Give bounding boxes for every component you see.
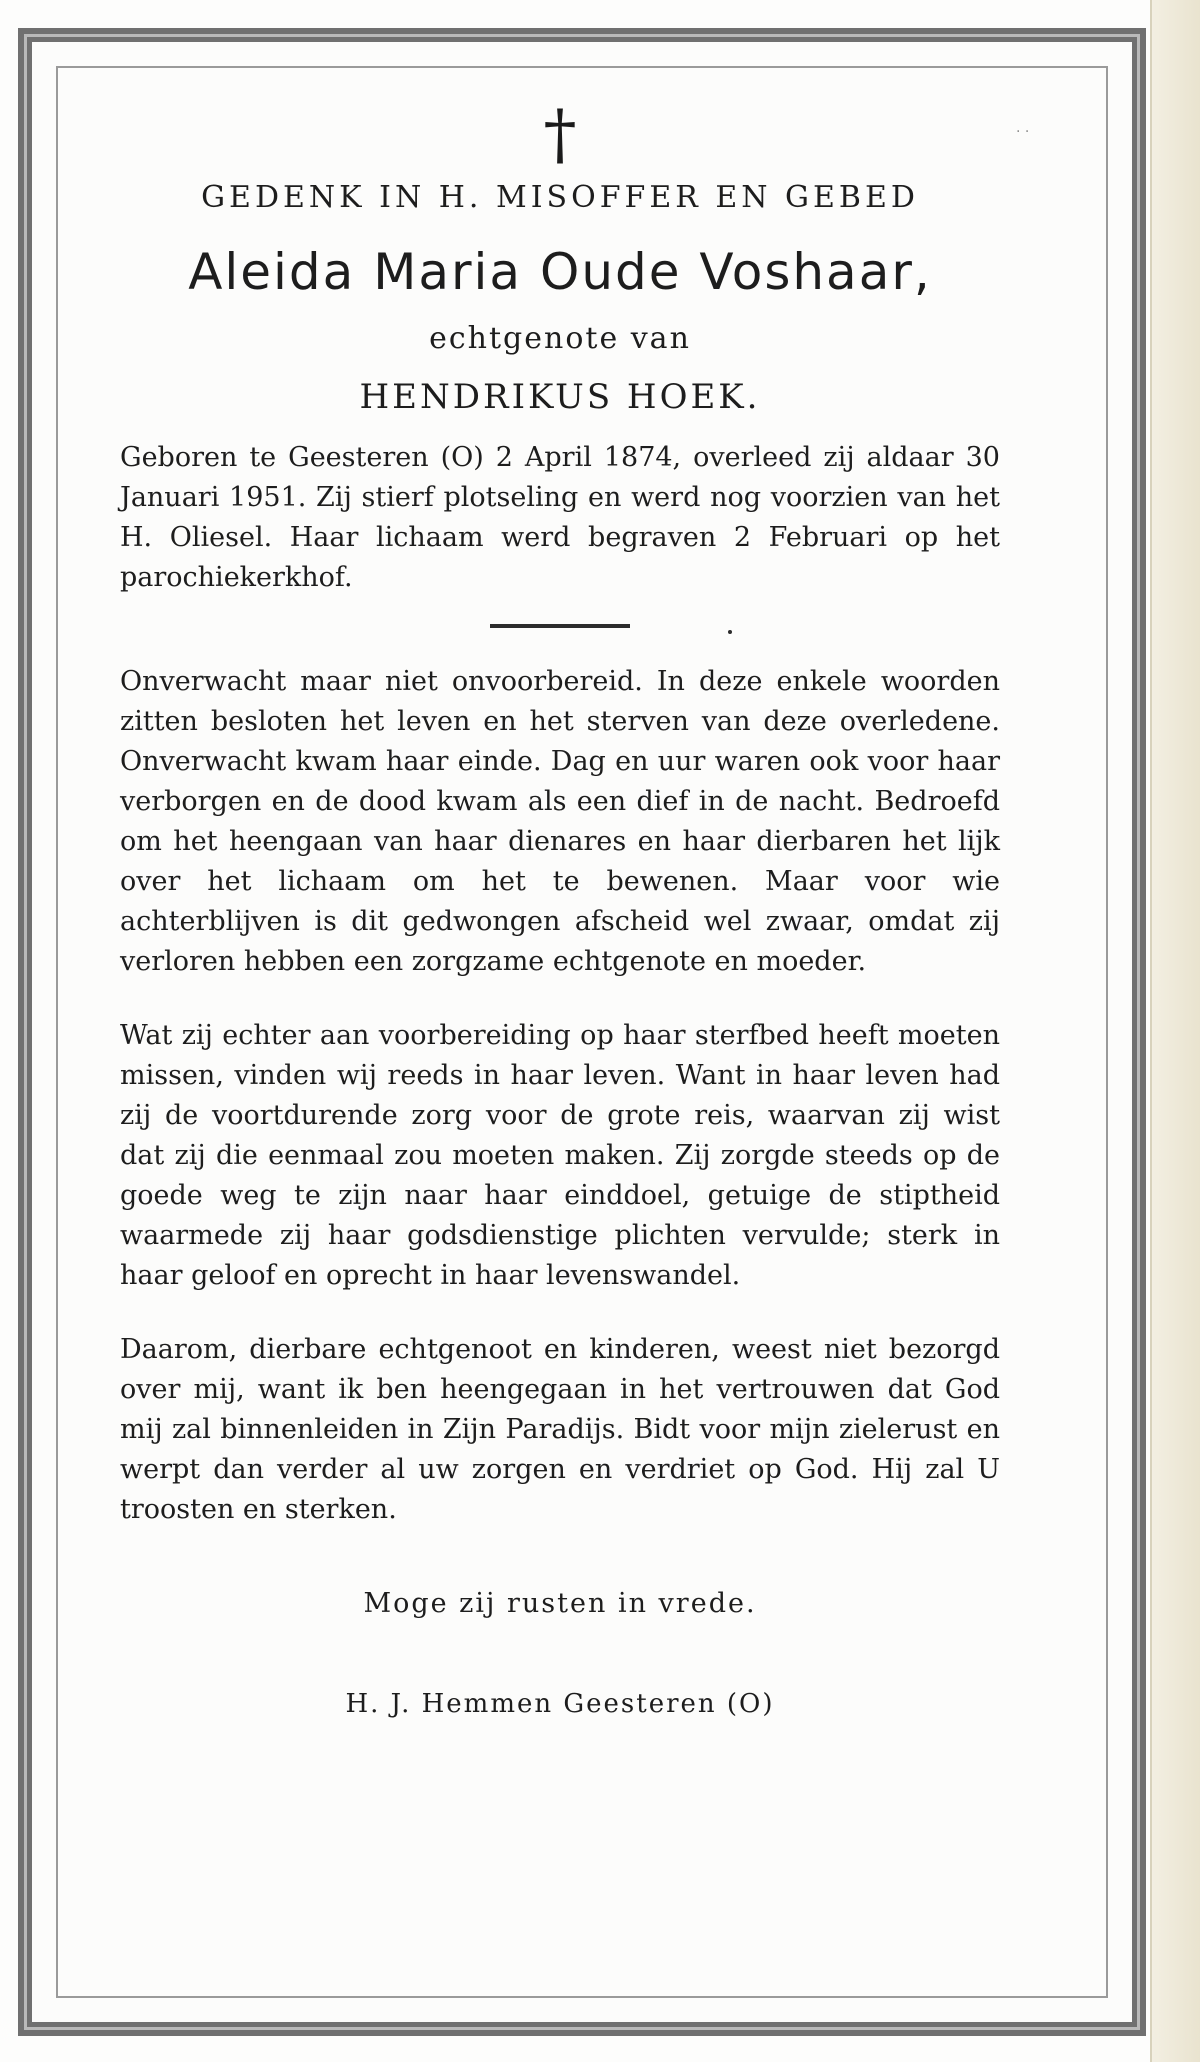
speck-marks: · · bbox=[1016, 124, 1030, 140]
spouse-name: HENDRIKUS HOEK. bbox=[359, 377, 761, 417]
body-paragraph: Wat zij echter aan voorbereiding op haar sterfbed heeft moeten missen, vinden wij reeds in haar leven. Want in haar leven had zij de voortdurende zorg voor de grote reis, waarvan zij wist dat zij die eenmaal zou moeten maken. Zij zorgde steeds op de goede weg te zijn naar haar einddoel, getuige de stiptheid waarmede zij haar godsdienstige plichten vervulde; sterk in haar geloof en oprecht in haar levenswandel. bbox=[120, 1020, 1000, 1291]
deceased-name: Aleida Maria Oude Voshaar, bbox=[188, 243, 932, 301]
paper-edge bbox=[1150, 0, 1200, 2062]
body-paragraph: Onverwacht maar niet onvoorbereid. In deze enkele woorden zitten besloten het leven en het sterven van deze overledene. Onverwacht kwam haar einde. Dag en uur waren ook voor haar verborgen en de dood kwam als een dief in de nacht. Bedroefd om het heengaan van haar dienares en haar dierbaren het lijk over het lichaam om het te bewenen. Maar voor wie achterblijven is dit gedwongen afscheid wel zwaar, omdat zij verloren hebben een zorgzame echtgenote en moeder. bbox=[120, 666, 1000, 977]
body-paragraph: Daarom, dierbare echtgenoot en kinderen, weest niet bezorgd over mij, want ik ben heengegaan in het vertrouwen dat God mij zal binnenleiden in Zijn Paradijs. Bidt voor mijn zielerust en werpt dan verder al uw zorgen en verdriet op God. Hij zal U troosten en sterken. bbox=[120, 1334, 1000, 1525]
biography-paragraph: Geboren te Geesteren (O) 2 April 1874, overleed zij aldaar 30 Januari 1951. Zij stierf plotseling en werd nog voorzien van het H. Oliesel. Haar lichaam werd begraven 2 Februari op het parochiekerkhof. bbox=[120, 442, 1000, 593]
card-content bbox=[120, 96, 1000, 1724]
memorial-heading: GEDENK IN H. MISOFFER EN GEBED bbox=[201, 180, 919, 215]
divider-dot bbox=[728, 630, 732, 634]
closing-prayer: Moge zij rusten in vrede. bbox=[363, 1588, 757, 1619]
section-divider bbox=[490, 624, 630, 628]
spouse-intro: echtgenote van bbox=[429, 321, 691, 356]
printer-imprint: H. J. Hemmen Geesteren (O) bbox=[345, 1689, 775, 1719]
cross-icon: † bbox=[543, 96, 577, 173]
